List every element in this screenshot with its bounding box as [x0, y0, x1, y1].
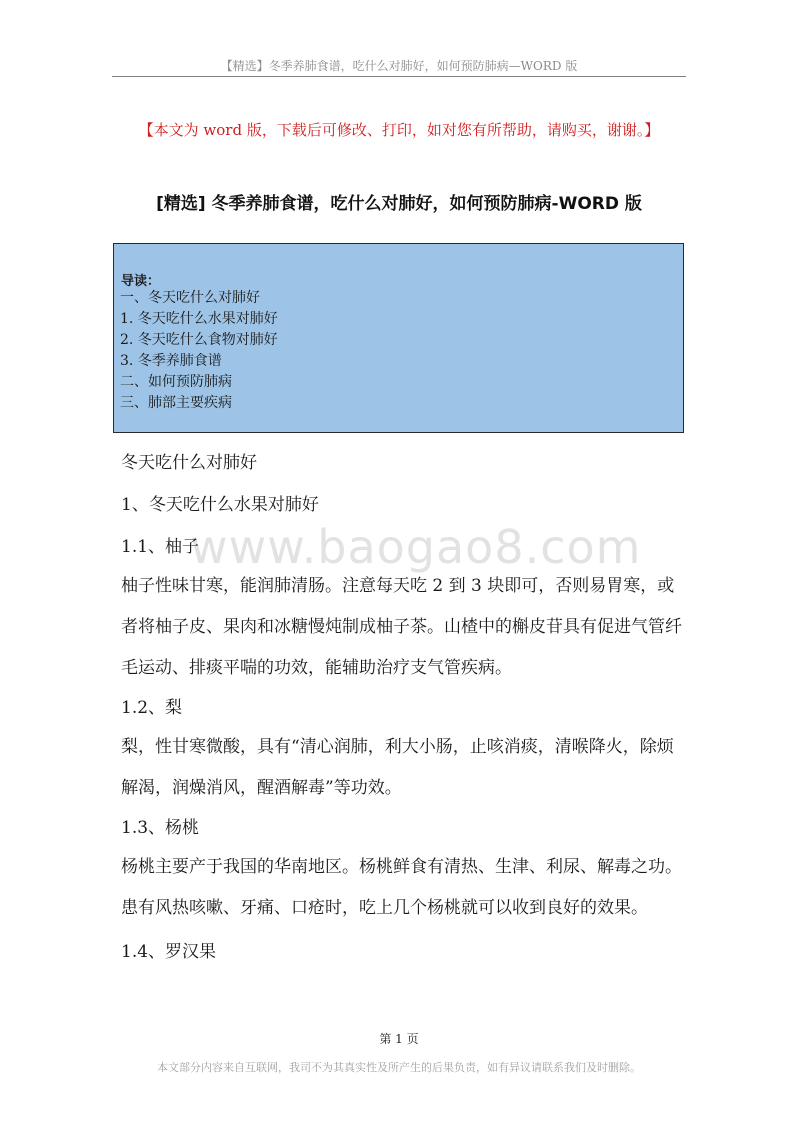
paragraph-pear: 梨，性甘寒微酸，具有“清心润肺，利大小肠，止咳消痰，清喉降火，除烦解渴，润燥消风，醒酒解毒”等功效。 [121, 737, 674, 798]
paragraph-pomelo: 柚子性味甘寒，能润肺清肠。注意每天吃 2 到 3 块即可，否则易胃寒，或者将柚子皮、果肉和冰糖慢炖制成柚子茶。山楂中的槲皮苷具有促进气管纤毛运动、排痰平喘的功效，能辅助治疗支气管疾病。 [121, 576, 682, 678]
page-number: 第 1 页 [379, 1032, 419, 1046]
toc-heading: 导读： [121, 274, 161, 289]
item-heading-pear: 1.2、梨 [121, 698, 183, 718]
document-title: [精选] 冬季养肺食谱，吃什么对肺好，如何预防肺病-WORD 版 [156, 194, 642, 214]
header-divider [112, 76, 686, 77]
footer-disclaimer: 本文部分内容来自互联网，我司不为其真实性及所产生的后果负责，如有异议请联系我们及时删除。 [157, 1061, 641, 1074]
subsection-heading: 1、冬天吃什么水果对肺好 [121, 495, 319, 515]
running-header: 【精选】冬季养肺食谱，吃什么对肺好，如何预防肺病—WORD 版 [220, 59, 578, 73]
paragraph-starfruit: 杨桃主要产于我国的华南地区。杨桃鲜食有清热、生津、利尿、解毒之功。患有风热咳嗽、牙痛、口疮时，吃上几个杨桃就可以收到良好的效果。 [121, 857, 682, 918]
purchase-notice: 【本文为 word 版，下载后可修改、打印，如对您有所帮助，请购买，谢谢。】 [138, 121, 660, 139]
toc-item[interactable]: 二、如何预防肺病 [120, 374, 232, 390]
section-heading: 冬天吃什么对肺好 [121, 453, 257, 473]
item-heading-monkfruit: 1.4、罗汉果 [121, 942, 217, 962]
toc-list [120, 288, 278, 414]
toc-item[interactable]: 2. 冬天吃什么食物对肺好 [120, 332, 278, 348]
toc-item[interactable]: 一、冬天吃什么对肺好 [120, 290, 260, 306]
document-body [121, 444, 687, 971]
table-of-contents [113, 243, 684, 433]
toc-item[interactable]: 1. 冬天吃什么水果对肺好 [120, 311, 278, 327]
toc-item[interactable]: 三、肺部主要疾病 [120, 395, 232, 411]
item-heading-pomelo: 1.1、柚子 [121, 537, 200, 557]
watermark: www.baogao8.com [190, 520, 642, 574]
toc-item[interactable]: 3. 冬季养肺食谱 [120, 353, 222, 369]
item-heading-starfruit: 1.3、杨桃 [121, 818, 200, 838]
